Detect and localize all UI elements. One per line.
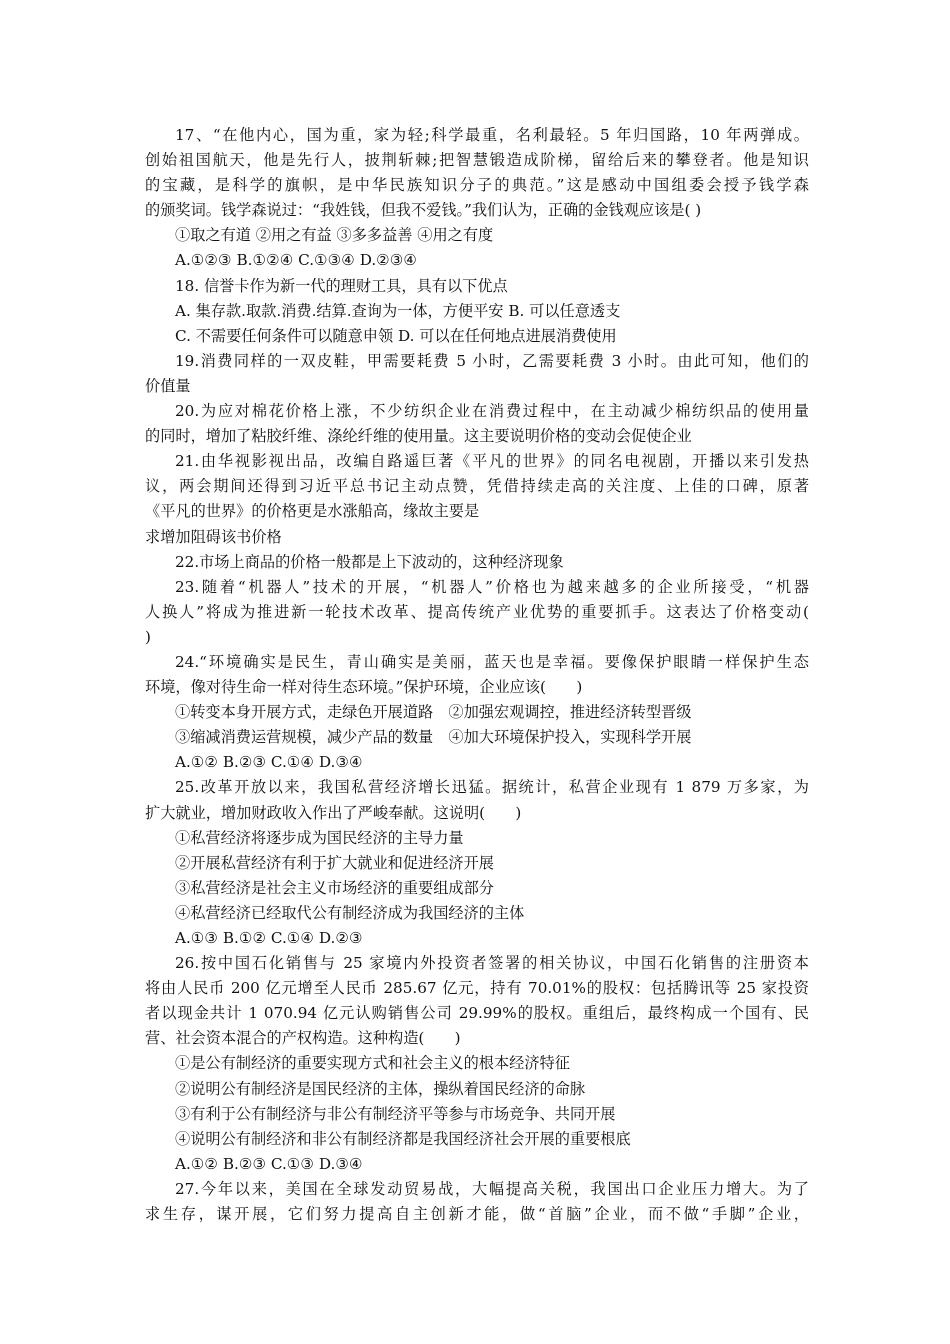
text-line: 23.随着“机器人”技术的开展，“机器人”价格也为越来越多的企业所接受，“机器 xyxy=(175,577,809,596)
text-line: ④私营经济已经取代公有制经济成为我国经济的主体 xyxy=(175,903,525,922)
text-line: ②说明公有制经济是国民经济的主体，操纵着国民经济的命脉 xyxy=(175,1079,586,1098)
text-line: C. 不需要任何条件可以随意申领 D. 可以在任何地点进展消费使用 xyxy=(175,326,617,345)
text-line: ③有利于公有制经济与非公有制经济平等参与市场竞争、共同开展 xyxy=(175,1104,616,1123)
text-line: 价值量 xyxy=(145,376,191,395)
text-line: ③缩减消费运营规模，减少产品的数量 ④加大环境保护投入，实现科学开展 xyxy=(175,728,692,747)
text-line: 26.按中国石化销售与 25 家境内外投资者签署的相关协议，中国石化销售的注册资本 xyxy=(175,954,809,973)
text-line: 17、“在他内心，国为重，家为轻;科学最重，名利最轻。5 年归国路，10 年两弹成。 xyxy=(175,126,809,144)
text-line: 21.由华视影视出品，改编自路遥巨著《平凡的世界》的同名电视剧，开播以来引发热 xyxy=(175,452,809,471)
text-line: 的颁奖词。钱学森说过：“我姓钱，但我不爱钱。”我们认为，正确的金钱观应该是( ) xyxy=(145,201,702,220)
text-line: ①转变本身开展方式，走绿色开展道路 ②加强宏观调控，推进经济转型晋级 xyxy=(175,703,692,722)
text-line: A.①②③ B.①②④ C.①③④ D.②③④ xyxy=(175,251,418,270)
text-line: 求增加阻碍该书价格 xyxy=(145,527,282,546)
text-line: A. 集存款.取款.消费.结算.查询为一体，方便平安 B. 可以任意透支 xyxy=(175,301,621,320)
text-line: 者以现金共计 1 070.94 亿元认购销售公司 29.99%的股权。重组后，最终构成一个国有、民 xyxy=(145,1004,809,1023)
text-line: 人换人”将成为推进新一轮技术改革、提高传统产业优势的重要抓手。这表达了价格变动( xyxy=(145,602,809,621)
text-line: 的同时，增加了粘胶纤维、涤纶纤维的使用量。这主要说明价格的变动会促使企业 xyxy=(145,427,692,446)
text-line: ②开展私营经济有利于扩大就业和促进经济开展 xyxy=(175,853,494,872)
text-line: ①取之有道 ②用之有益 ③多多益善 ④用之有度 xyxy=(175,226,494,245)
text-line: A.①② B.②③ C.①④ D.③④ xyxy=(175,753,363,772)
text-line: 24.“环境确实是民生，青山确实是美丽，蓝天也是幸福。要像保护眼睛一样保护生态 xyxy=(175,652,809,671)
text-line: 20.为应对棉花价格上涨，不少纺织企业在消费过程中，在主动减少棉纺织品的使用量 xyxy=(175,402,809,421)
text-line: 《平凡的世界》的价格更是水涨船高，缘故主要是 xyxy=(145,502,480,521)
text-line: 18. 信誉卡作为新一代的理财工具，具有以下优点 xyxy=(175,276,508,295)
text-line: ①私营经济将逐步成为国民经济的主导力量 xyxy=(175,828,464,847)
text-line: 议，两会期间还得到习近平总书记主动点赞，凭借持续走高的关注度、上佳的口碑，原著 xyxy=(145,477,809,496)
text-line: 扩大就业，增加财政收入作出了严峻奉献。这说明( ) xyxy=(145,803,522,822)
text-line: 27.今年以来，美国在全球发动贸易战，大幅提高关税，我国出口企业压力增大。为了 xyxy=(175,1179,809,1198)
document-page xyxy=(145,123,809,1227)
text-line: 的宝藏，是科学的旗帜，是中华民族知识分子的典范。”这是感动中国组委会授予钱学森 xyxy=(145,176,809,195)
text-line: 营、社会资本混合的产权构造。这种构造( ) xyxy=(145,1029,461,1048)
text-line: 将由人民币 200 亿元增至人民币 285.67 亿元，持有 70.01%的股权：包括腾讯等 25 家投资 xyxy=(145,979,809,998)
text-line: 19.消费同样的一双皮鞋，甲需要耗费 5 小时，乙需要耗费 3 小时。由此可知，他们的 xyxy=(175,351,809,370)
text-line: ④说明公有制经济和非公有制经济都是我国经济社会开展的重要根底 xyxy=(175,1129,631,1148)
text-line: 创始祖国航天，他是先行人，披荆斩棘;把智慧锻造成阶梯，留给后来的攀登者。他是知识 xyxy=(145,151,809,170)
text-line: A.①② B.②③ C.①③ D.③④ xyxy=(175,1154,363,1173)
text-line: ③私营经济是社会主义市场经济的重要组成部分 xyxy=(175,878,494,897)
text-line: 22.市场上商品的价格一般都是上下波动的，这种经济现象 xyxy=(175,552,564,571)
text-line: A.①③ B.①② C.①④ D.②③ xyxy=(175,929,363,947)
text-line: 环境，像对待生命一样对待生态环境。”保护环境，企业应该( ) xyxy=(145,678,583,697)
text-line: ①是公有制经济的重要实现方式和社会主义的根本经济特征 xyxy=(175,1054,570,1073)
text-line: 求生存，谋开展，它们努力提高自主创新才能，做“首脑”企业，而不做“手脚”企业， xyxy=(145,1205,809,1224)
text-line: 25.改革开放以来，我国私营经济增长迅猛。据统计，私营企业现有 1 879 万多家，为 xyxy=(175,778,809,797)
text-line: ) xyxy=(145,627,151,646)
